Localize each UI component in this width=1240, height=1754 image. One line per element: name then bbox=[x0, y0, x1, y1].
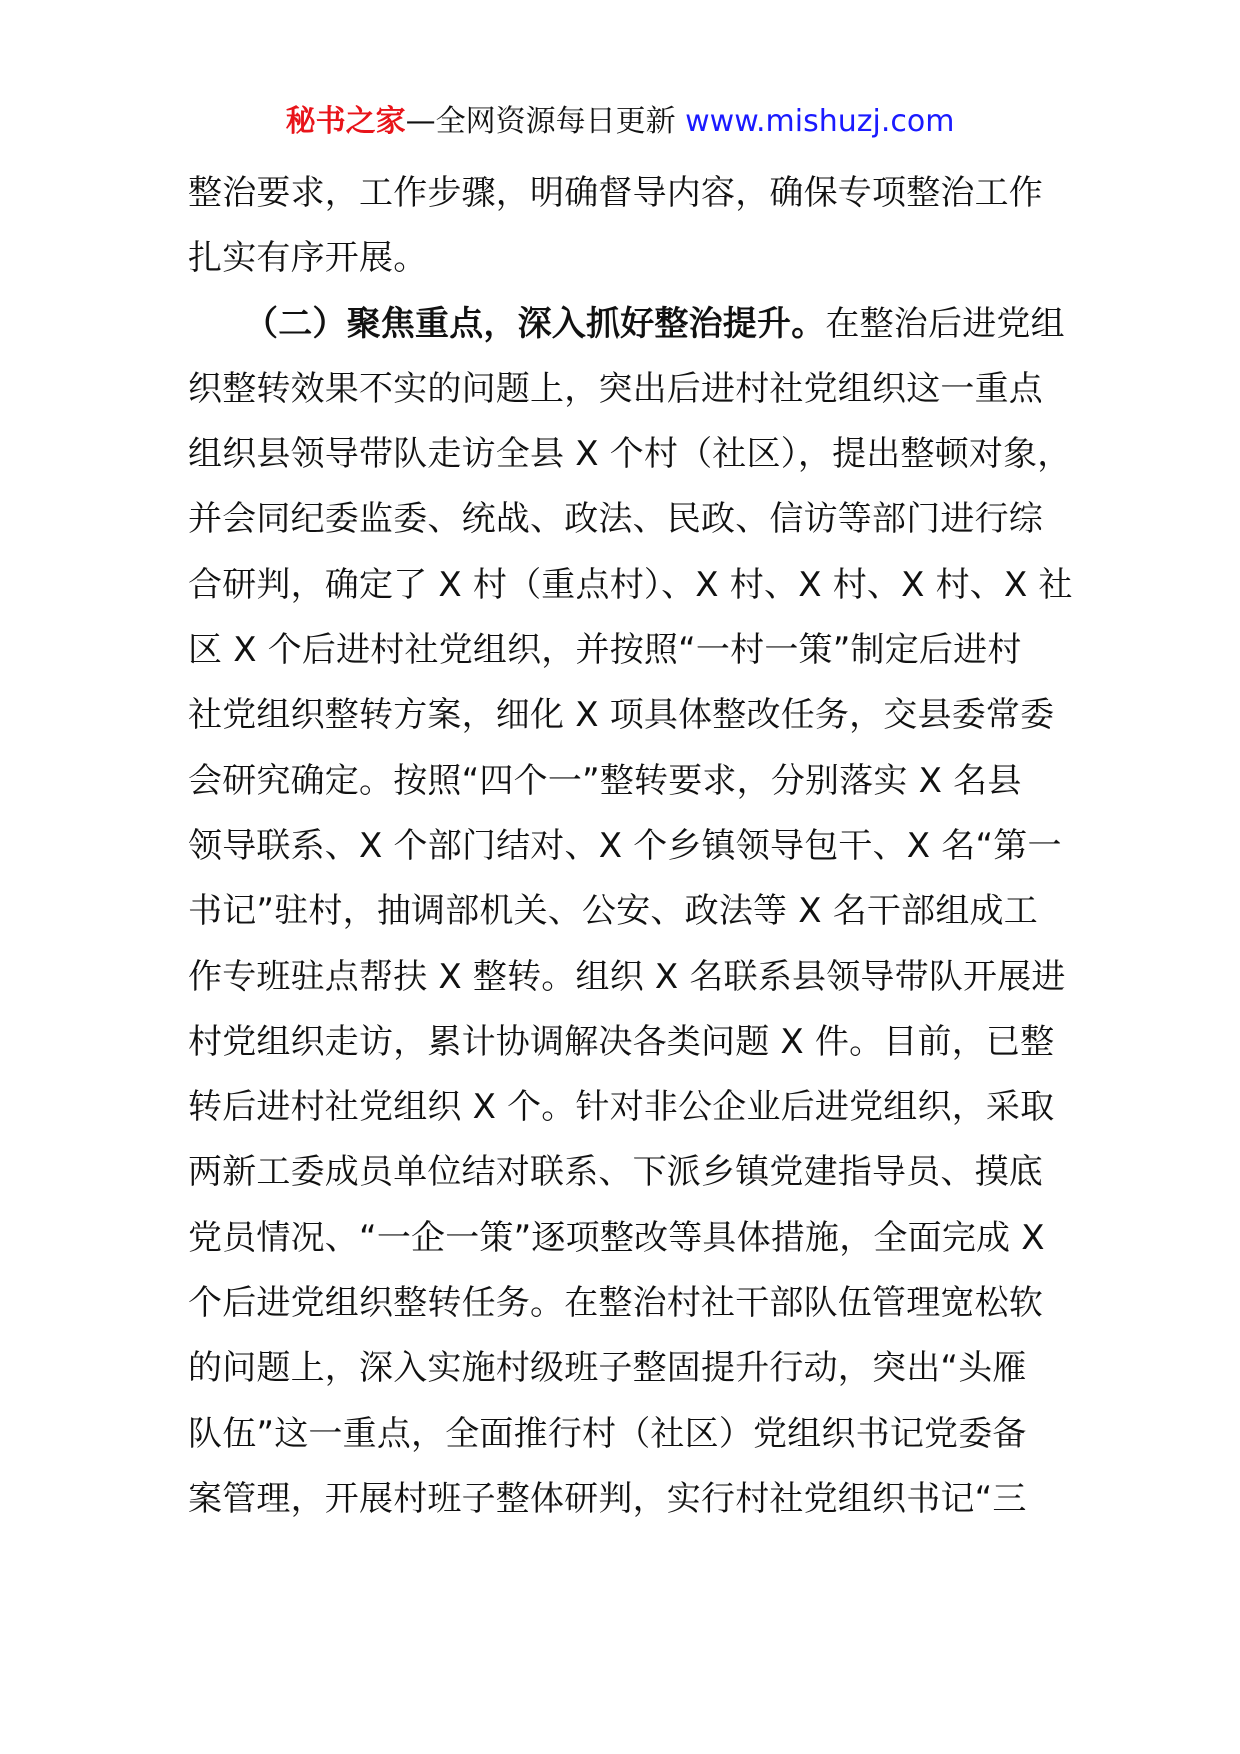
document-body bbox=[188, 161, 1073, 1532]
text-line: 并会同纪委监委、统战、政法、民政、信访等部门进行综 bbox=[188, 499, 1043, 540]
header-url[interactable]: www.mishuzj.com bbox=[685, 104, 955, 139]
text-line: 组织县领导带队走访全县 X 个村（社区），提出整顿对象， bbox=[188, 434, 1072, 475]
header-tagline: —全网资源每日更新 bbox=[405, 104, 686, 139]
text-line: 会研究确定。按照“四个一”整转要求，分别落实 X 名县 bbox=[188, 760, 1022, 801]
text-line: 党员情况、“一企一策”逐项整改等具体措施，全面完成 X bbox=[188, 1217, 1045, 1258]
text-line: 书记”驻村，抽调部机关、公安、政法等 X 名干部组成工 bbox=[188, 891, 1038, 932]
text-line: 扎实有序开展。 bbox=[188, 238, 428, 279]
text-line: 领导联系、X 个部门结对、X 个乡镇领导包干、X 名“第一 bbox=[188, 825, 1062, 866]
text-line: 社党组织整转方案，细化 X 项具体整改任务，交县委常委 bbox=[188, 695, 1055, 736]
text-line: 织整转效果不实的问题上，突出后进村社党组织这一重点 bbox=[188, 368, 1043, 409]
brand-name: 秘书之家 bbox=[285, 104, 406, 139]
text-line: 两新工委成员单位结对联系、下派乡镇党建指导员、摸底 bbox=[188, 1152, 1043, 1193]
text-line: 村党组织走访，累计协调解决各类问题 X 件。目前，已整 bbox=[188, 1021, 1055, 1062]
text-line: 个后进党组织整转任务。在整治村社干部队伍管理宽松软 bbox=[188, 1283, 1043, 1324]
text-line: 作专班驻点帮扶 X 整转。组织 X 名联系县领导带队开展进 bbox=[188, 956, 1066, 997]
section-paragraph-start bbox=[188, 292, 1065, 357]
section-heading: （二）聚焦重点，深入抓好整治提升。 bbox=[244, 303, 826, 344]
text-line: 队伍”这一重点，全面推行村（社区）党组织书记党委备 bbox=[188, 1413, 1027, 1454]
text-line: 转后进村社党组织 X 个。针对非公企业后进党组织，采取 bbox=[188, 1087, 1055, 1128]
text-line: 案管理，开展村班子整体研判，实行村社党组织书记“三 bbox=[188, 1478, 1027, 1519]
text-line: 的问题上，深入实施村级班子整固提升行动，突出“头雁 bbox=[188, 1348, 1027, 1389]
text-run: 在整治后进党组 bbox=[825, 303, 1065, 344]
text-line: 合研判，确定了 X 村（重点村）、X 村、X 村、X 村、X 社 bbox=[188, 564, 1073, 605]
watermark-header bbox=[0, 100, 1240, 144]
text-line: 区 X 个后进村社党组织，并按照“一村一策”制定后进村 bbox=[188, 630, 1022, 671]
text-line: 整治要求，工作步骤，明确督导内容，确保专项整治工作 bbox=[188, 173, 1043, 213]
